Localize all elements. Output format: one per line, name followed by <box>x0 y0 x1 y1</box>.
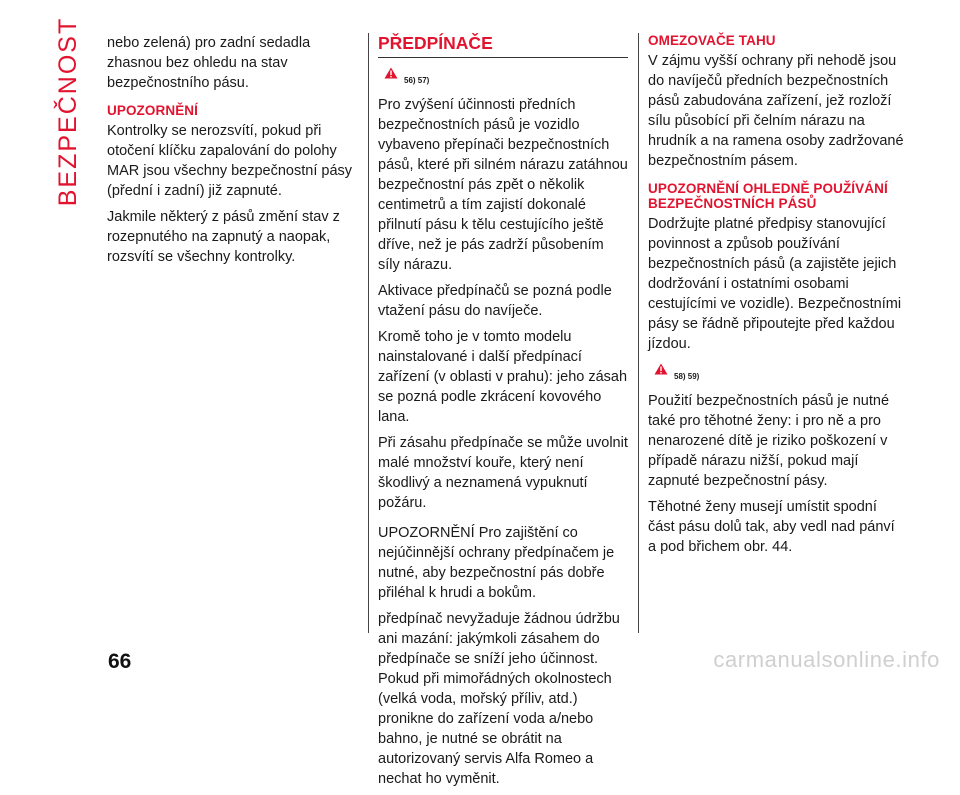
col1-paragraph-2: Jakmile některý z pásů změní stav z rozepnutého na zapnutý a naopak, rozsvítí se všechny kontrolky. <box>107 209 340 265</box>
col2-paragraph-3: Kromě toho je v tomto modelu nainstalované i další předpínací zařízení (v oblasti v prahu): jeho zásah se pozná podle zkrácení kovového lana. <box>378 329 628 425</box>
section-label-text: BEZPEČNOST <box>54 16 83 206</box>
column-divider-1 <box>368 33 369 633</box>
col3-paragraph-4: Těhotné ženy musejí umístit spodní část pásu dolů tak, aby vedl nad pánví a pod břichem obr. 44. <box>648 499 895 555</box>
col3-heading-1: OMEZOVAČE TAHU <box>648 33 776 48</box>
col2-paragraph-5: UPOZORNĚNÍ Pro zajištění co nejúčinnější ochrany předpínačem je nutné, aby bezpečnostní pás dobře přiléhal k hrudi a bokům. <box>378 525 615 601</box>
section-label <box>54 16 84 206</box>
col2-paragraph-2: Aktivace předpínačů se pozná podle vtažení pásu do navíječe. <box>378 283 612 319</box>
col3-paragraph-1: V zájmu vyšší ochrany při nehodě jsou do navíječů předních bezpečnostních pásů zabudována zařízení, jež rozloží sílu působící při čelním nárazu na hrudník a na ramena osoby zadržované bezpečnostním pásem. <box>648 53 904 169</box>
column-3 <box>648 33 906 563</box>
col1-heading: UPOZORNĚNÍ <box>107 103 199 118</box>
warning-triangle-icon <box>654 363 668 375</box>
watermark: carmanualsonline.info <box>713 647 940 672</box>
col3-paragraph-3: Použití bezpečnostních pásů je nutné také pro těhotné ženy: i pro ně a pro nenarozené dítě je riziko poškození v případě nárazu nižší, pokud mají zapnuté bezpečnostní pásy. <box>648 393 890 489</box>
col2-warning-ref: 56) 57) <box>404 76 430 85</box>
col2-heading: PŘEDPÍNAČE <box>378 33 628 58</box>
column-2 <box>378 33 628 795</box>
warning-triangle-icon <box>384 67 398 79</box>
col1-paragraph-1: Kontrolky se nerozsvítí, pokud při otočení klíčku zapalování do polohy MAR jsou všechny bezpečnostní pásy (přední i zadní) již zapnuté. <box>107 123 353 199</box>
col3-warning <box>654 363 906 387</box>
col3-paragraph-2: Dodržujte platné předpisy stanovující povinnost a způsob používání bezpečnostních pásů (a zajistěte jejich dodržování i ostatními osobami cestujícími ve vozidle). Bezpečnostními pásy se řádně připoutejte před každou jízdou. <box>648 216 902 352</box>
col2-paragraph-1: Pro zvýšení účinnosti předních bezpečnostních pásů je vozidlo vybaveno přepínači bezpečnostních pásů, které při silném nárazu zatáhnou bezpečnostní pás zpět o několik centimetrů a tím zajistí dokonalé přilnutí pásu k tělu cestujícího ještě dříve, než je pás zadrží působením síly nárazu. <box>378 97 628 273</box>
col2-paragraph-4: Při zásahu předpínače se může uvolnit malé množství kouře, který není škodlivý a neznamená vypuknutí požáru. <box>378 435 628 511</box>
page-number: 66 <box>108 650 132 673</box>
col2-warning <box>384 67 628 91</box>
col3-warning-ref: 58) 59) <box>674 372 700 381</box>
column-divider-2 <box>638 33 639 633</box>
column-1 <box>107 33 361 273</box>
col1-intro: nebo zelená) pro zadní sedadla zhasnou bez ohledu na stav bezpečnostního pásu. <box>107 35 311 91</box>
col2-paragraph-6: předpínač nevyžaduje žádnou údržbu ani mazání: jakýmkoli zásahem do předpínače se sníží jeho účinnost. Pokud při mimořádných okolnostech (velká voda, mořský příliv, atd.) pronikne do zařízení voda a/nebo bahno, je nutné se obrátit na autorizovaný servis Alfa Romeo a nechat ho vyměnit. <box>378 611 620 787</box>
col3-heading-2: UPOZORNĚNÍ OHLEDNĚ POUŽÍVÁNÍ BEZPEČNOSTNÍCH PÁSŮ <box>648 181 888 211</box>
